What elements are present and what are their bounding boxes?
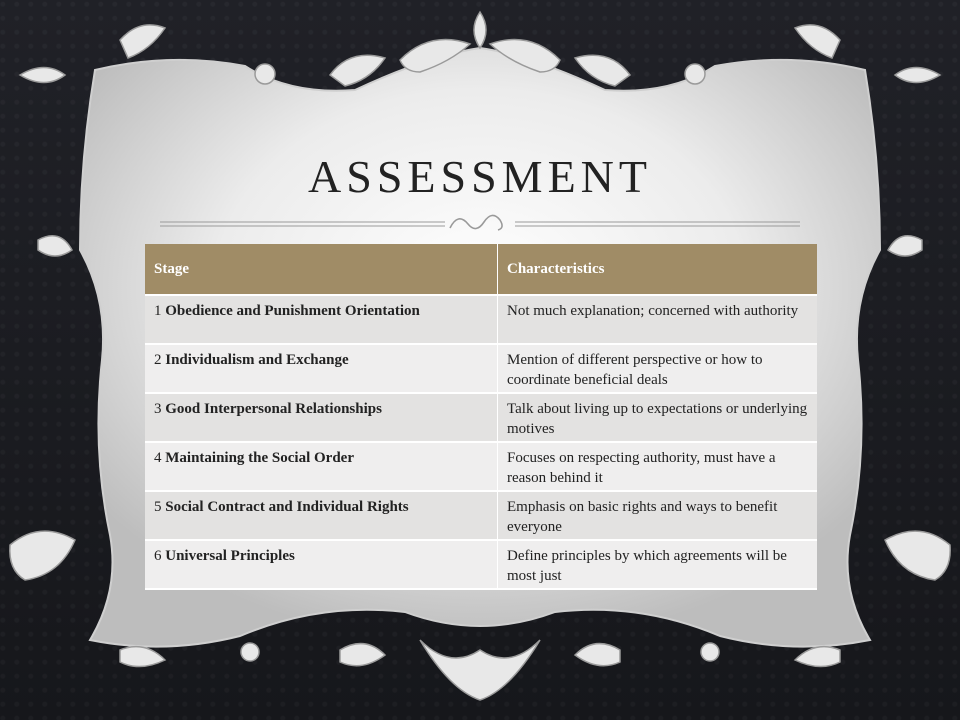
table-row [145, 296, 817, 345]
characteristics-cell: Define principles by which agreements will be most just [498, 541, 817, 590]
characteristics-cell: Not much explanation; concerned with authority [498, 296, 817, 345]
bottom-ornament [120, 640, 840, 700]
characteristics-cell: Mention of different perspective or how to coordinate beneficial deals [498, 345, 817, 394]
table-row [145, 394, 817, 443]
stage-cell [145, 345, 498, 394]
table-row [145, 443, 817, 492]
stage-name: Obedience and Punishment Orientation [165, 303, 420, 319]
stage-number: 4 [154, 450, 162, 466]
stage-name: Maintaining the Social Order [165, 450, 354, 466]
stage-number: 5 [154, 499, 162, 515]
characteristics-cell: Talk about living up to expectations or underlying motives [498, 394, 817, 443]
table-row [145, 541, 817, 590]
stage-name: Social Contract and Individual Rights [165, 499, 409, 515]
characteristics-cell: Emphasis on basic rights and ways to benefit everyone [498, 492, 817, 541]
table-row [145, 345, 817, 394]
table-row [145, 492, 817, 541]
stage-name: Universal Principles [165, 548, 295, 564]
header-characteristics: Characteristics [498, 244, 817, 296]
stage-cell [145, 492, 498, 541]
stage-name: Good Interpersonal Relationships [165, 401, 382, 417]
stage-number: 6 [154, 548, 162, 564]
stage-cell [145, 296, 498, 345]
stage-cell [145, 443, 498, 492]
stage-name: Individualism and Exchange [165, 352, 349, 368]
slide-title: ASSESSMENT [308, 151, 652, 202]
stage-number: 3 [154, 401, 162, 417]
header-stage: Stage [145, 244, 498, 296]
characteristics-cell: Focuses on respecting authority, must have a reason behind it [498, 443, 817, 492]
stage-table [145, 244, 817, 590]
stage-cell [145, 394, 498, 443]
stage-number: 1 [154, 303, 162, 319]
stage-cell [145, 541, 498, 590]
stage-number: 2 [154, 352, 162, 368]
table-header-row [145, 244, 817, 296]
